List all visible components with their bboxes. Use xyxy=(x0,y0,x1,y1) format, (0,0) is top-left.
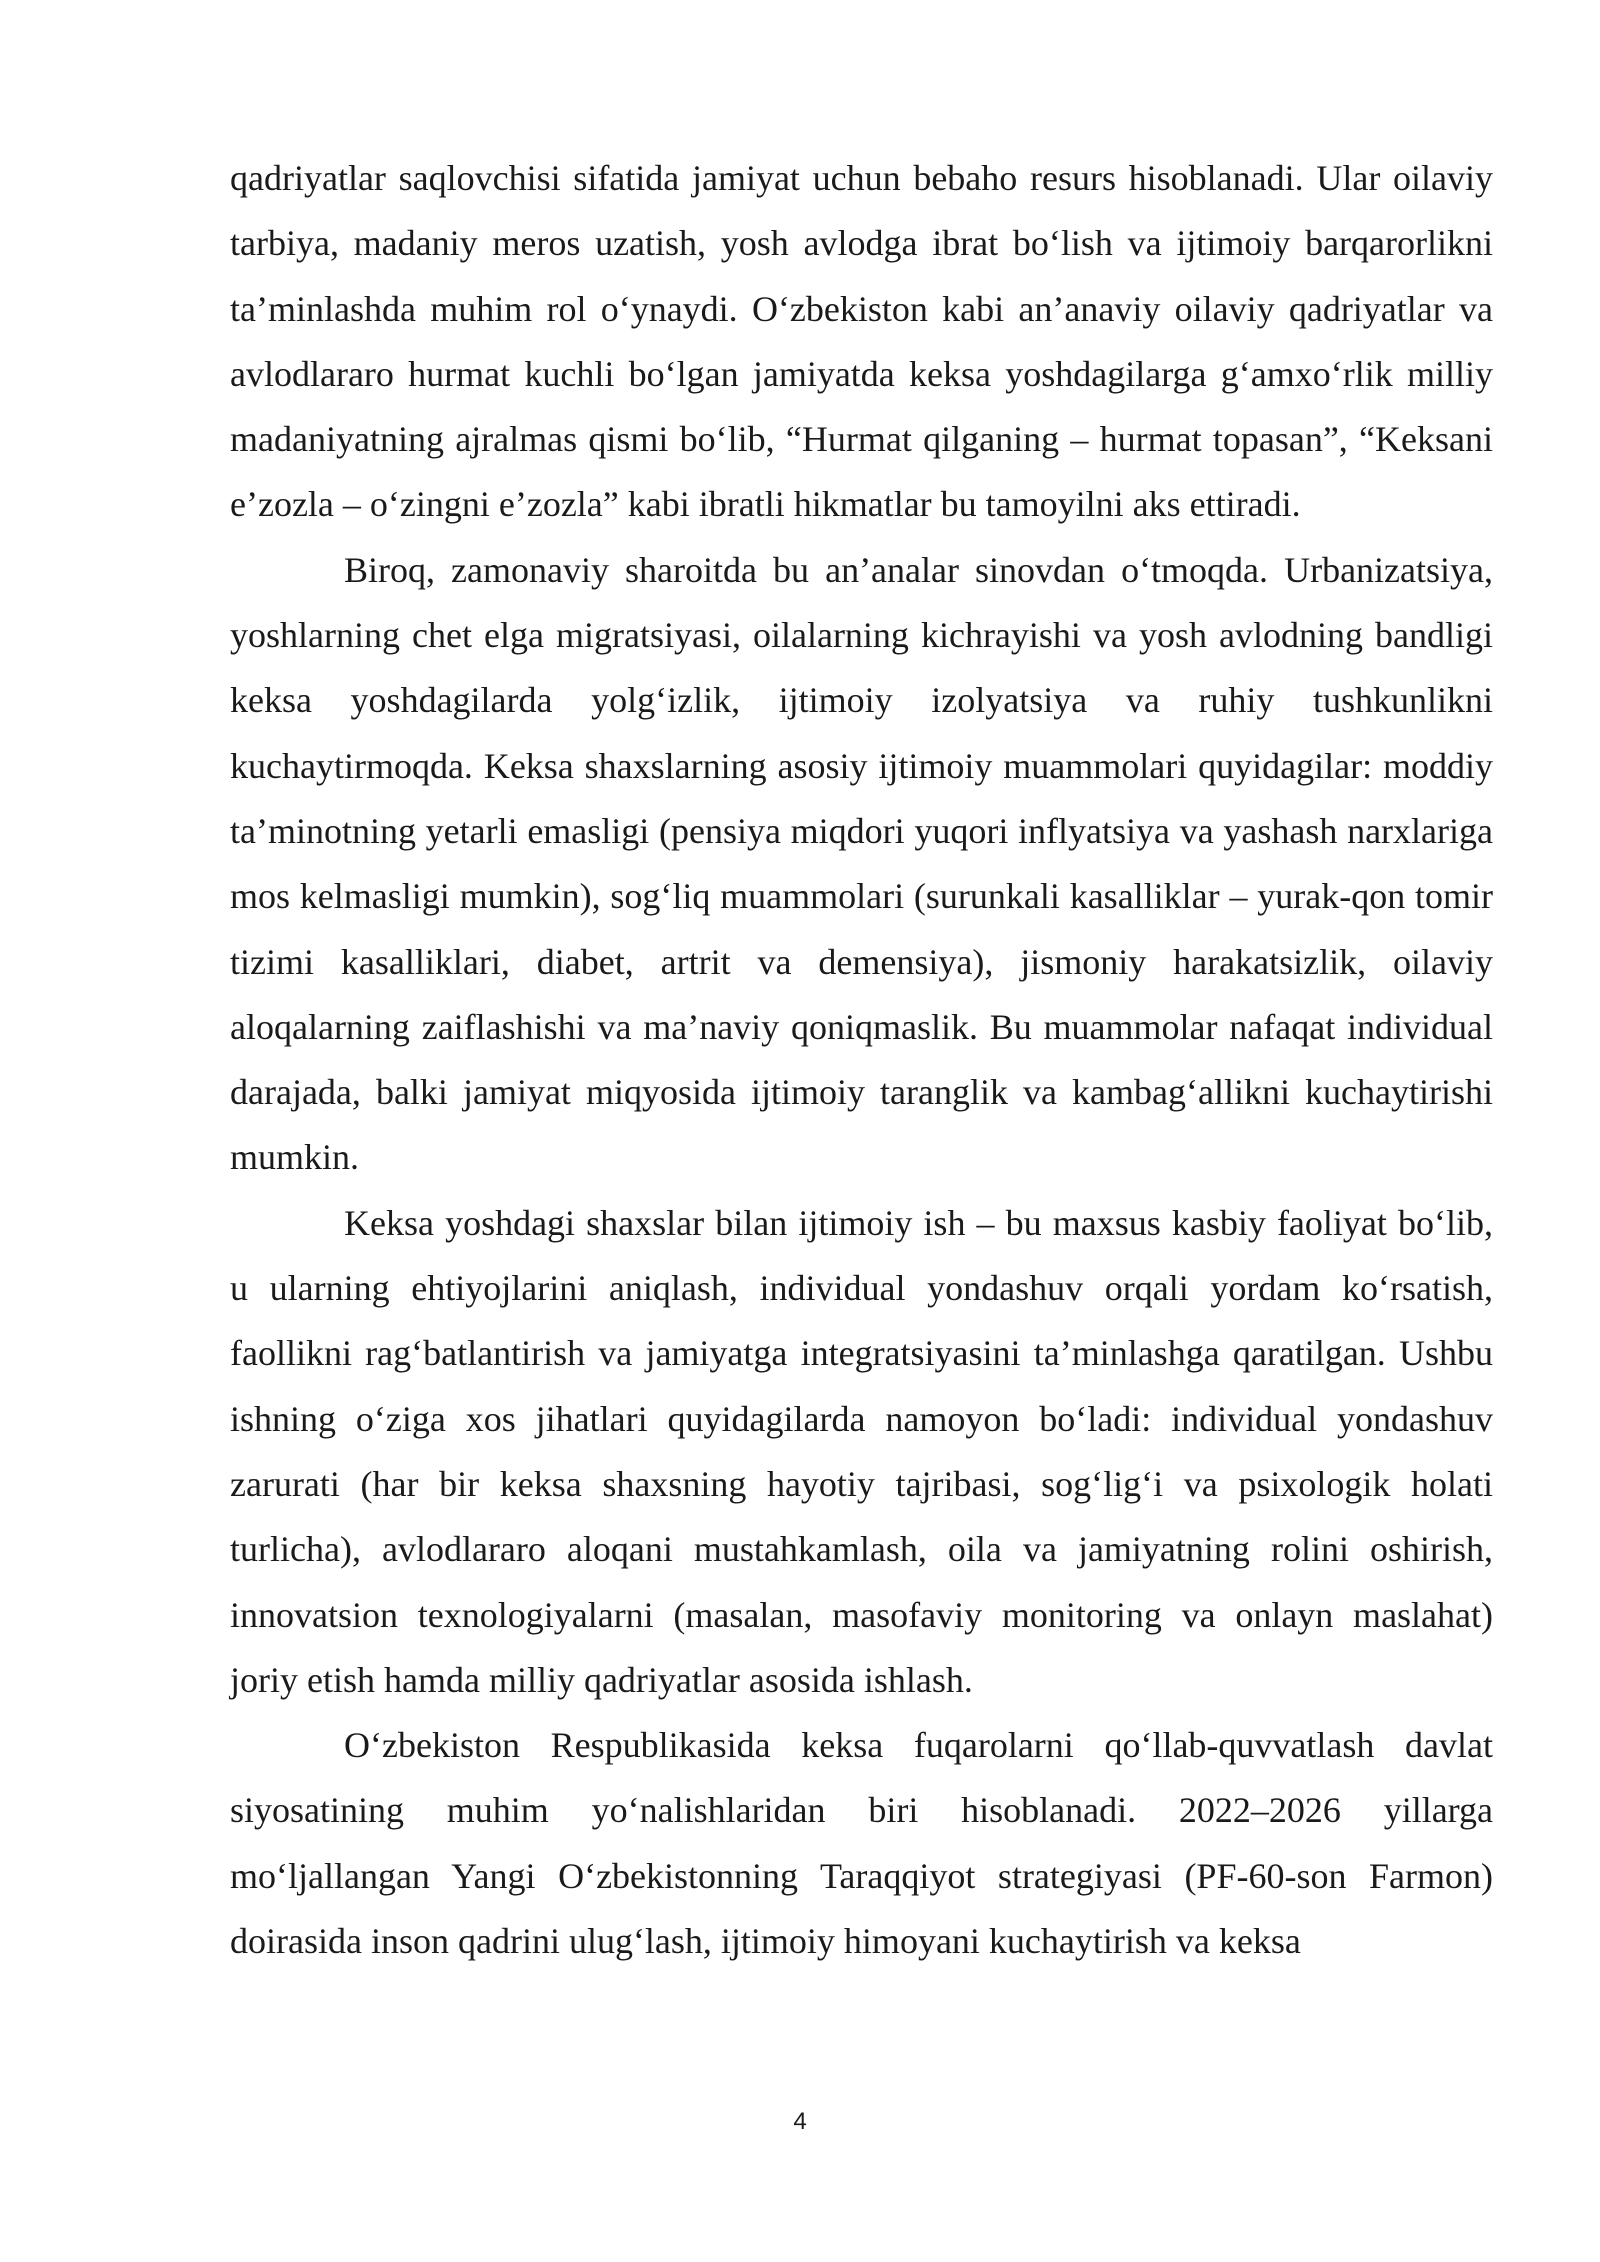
paragraph-challenges: Biroq, zamonaviy sharoitda bu an’analar sinovdan o‘tmoqda. Urbanizatsiya, yoshlarning chet elga migratsiyasi, oilalarning kichrayishi va yosh avlodning bandligi keksa yoshdagilarda yolg‘izlik, ijtimoiy izolyatsiya va ruhiy tushkunlikni kuchaytirmoqda. Keksa shaxslarning asosiy ijtimoiy muammolari quyidagilar: moddiy ta’minotning yetarli emasligi (pensiya miqdori yuqori inflyatsiya va yashash narxlariga mos kelmasligi mumkin), sog‘liq muammolari (surunkali kasalliklar – yurak-qon tomir tizimi kasalliklari, diabet, artrit va demensiya), jismoniy harakatsizlik, oilaviy aloqalarning zaiflashishi va ma’naviy qoniqmaslik. Bu muammolar nafaqat individual darajada, balki jamiyat miqyosida ijtimoiy taranglik va kambag‘allikni kuchaytirishi mumkin. xyxy=(230,549,1493,1178)
paragraph-social-work: Keksa yoshdagi shaxslar bilan ijtimoiy ish – bu maxsus kasbiy faoliyat bo‘lib, u ularning ehtiyojlarini aniqlash, individual yondashuv orqali yordam ko‘rsatish, faollikni rag‘batlantirish va jamiyatga integratsiyasini ta’minlashga qaratilgan. Ushbu ishning o‘ziga xos jihatlari quyidagilarda namoyon bo‘ladi: individual yondashuv zarurati (har bir keksa shaxsning hayotiy tajribasi, sog‘lig‘i va psixologik holati turlicha), avlodlararo aloqani mustahkamlash, oila va jamiyatning rolini oshirish, innovatsion texnologiyalarni (masalan, masofaviy monitoring va onlayn maslahat) joriy etish hamda milliy qadriyatlar asosida ishlash. xyxy=(230,1202,1493,1700)
paragraph-continuation: qadriyatlar saqlovchisi sifatida jamiyat uchun bebaho resurs hisoblanadi. Ular oilaviy tarbiya, madaniy meros uzatish, yosh avlodga ibrat bo‘lish va ijtimoiy barqarorlikni ta’minlashda muhim rol o‘ynaydi. O‘zbekiston kabi an’anaviy oilaviy qadriyatlar va avlodlararo hurmat kuchli bo‘lgan jamiyatda keksa yoshdagilarga g‘amxo‘rlik milliy madaniyatning ajralmas qismi bo‘lib, “Hurmat qilganing – hurmat topasan”, “Keksani e’zozla – o‘zingni e’zozla” kabi ibratli hikmatlar bu tamoyilni aks ettiradi. xyxy=(230,158,1493,525)
page-number: 4 xyxy=(793,2108,807,2135)
paragraph-state-policy: O‘zbekiston Respublikasida keksa fuqarolarni qo‘llab-quvvatlash davlat siyosatining muhim yo‘nalishlaridan biri hisoblanadi. 2022–2026 yillarga mo‘ljallangan Yangi O‘zbekistonning Taraqqiyot strategiyasi (PF-60-son Farmon) doirasida inson qadrini ulug‘lash, ijtimoiy himoyani kuchaytirish va keksa xyxy=(230,1725,1493,1962)
body-text xyxy=(230,146,1493,1974)
